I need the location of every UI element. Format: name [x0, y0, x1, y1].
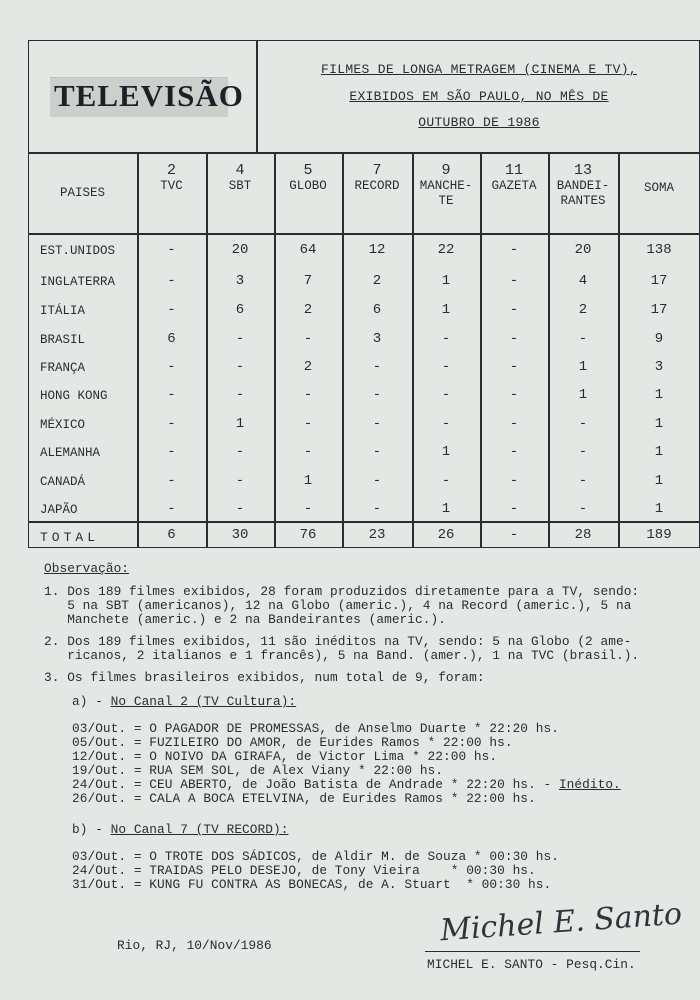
table-cell: -	[235, 331, 245, 347]
film-b-3: 31/Out. = KUNG FU CONTRA AS BONECAS, de A. Stuart * 00:30 hs.	[72, 877, 552, 892]
column-header	[274, 163, 342, 194]
section-a-label: No Canal 2 (TV Cultura):	[110, 694, 297, 709]
table-cell: -	[235, 473, 245, 489]
column-header	[618, 181, 700, 196]
channel-number: 13	[573, 162, 592, 179]
table-cell: -	[167, 273, 176, 289]
table-cell: -	[578, 473, 588, 489]
title-line-3: OUTUBRO DE 1986	[418, 115, 540, 130]
table-cell: 1	[441, 302, 451, 318]
table-cell: -	[303, 331, 313, 347]
total-cell: 23	[368, 527, 386, 543]
header-paises: PAISES	[59, 186, 105, 200]
column-header	[548, 163, 618, 209]
table-cell: 4	[578, 273, 588, 289]
channel-name: GLOBO	[289, 179, 327, 193]
channel-name: TVC	[160, 179, 183, 193]
header-bottom-line	[28, 233, 700, 235]
table-cell: -	[303, 501, 313, 517]
channel-number: 7	[372, 162, 382, 179]
inedito-mark: Inédito.	[558, 777, 621, 792]
column-header	[137, 163, 206, 194]
table-cell: -	[441, 359, 451, 375]
table-cell: -	[372, 501, 382, 517]
section-b-prefix: b) -	[72, 822, 111, 837]
table-cell: 1	[235, 416, 245, 432]
note-2-line-2: ricanos, 2 italianos e 1 francês), 5 na Band. (amer.), 1 na TVC (brasil.).	[44, 648, 640, 663]
table-cell: 1	[441, 444, 451, 460]
table-cell: -	[372, 416, 382, 432]
note-3: 3. Os filmes brasileiros exibidos, num total de 9, foram:	[44, 670, 485, 685]
table-cell: 1	[578, 387, 588, 403]
table-cell: -	[509, 302, 519, 318]
table-cell: 3	[654, 359, 664, 375]
place-date: Rio, RJ, 10/Nov/1986	[117, 938, 272, 953]
column-header	[342, 163, 412, 194]
table-cell: 1	[303, 473, 313, 489]
table-cell: -	[578, 501, 588, 517]
table-cell: -	[509, 501, 519, 517]
notes-heading: Observação:	[44, 561, 130, 576]
title-line-1: FILMES DE LONGA METRAGEM (CINEMA E TV),	[321, 62, 637, 77]
country-label: CANADÁ	[40, 475, 86, 489]
table-cell: -	[167, 473, 176, 489]
table-cell: -	[509, 273, 519, 289]
table-cell: -	[578, 331, 588, 347]
table-cell: -	[235, 387, 245, 403]
table-cell: -	[372, 359, 382, 375]
channel-name: SBT	[228, 179, 252, 193]
table-cell: -	[441, 416, 451, 432]
film-a-1: 03/Out. = O PAGADOR DE PROMESSAS, de Anselmo Duarte * 22:20 hs.	[72, 721, 559, 736]
channel-number: 5	[303, 162, 313, 179]
table-cell: -	[167, 416, 176, 432]
table-cell: 1	[441, 501, 451, 517]
table-cell: 1	[654, 473, 664, 489]
table-cell: -	[167, 242, 176, 258]
table-cell: -	[235, 359, 245, 375]
note-1-line-3: Manchete (americ.) e 2 na Bandeirantes (americ.).	[44, 612, 446, 627]
channel-name-cont: TE	[438, 194, 454, 208]
note-1-line-2: 5 na SBT (americanos), 12 na Globo (americ.), 4 na Record (americ.), 5 na	[44, 598, 632, 613]
table-cell: 17	[650, 273, 668, 289]
total-cell: 6	[167, 527, 176, 543]
country-label: FRANÇA	[40, 361, 86, 375]
table-cell: 2	[303, 302, 313, 318]
film-a-5-text: 24/Out. = CEU ABERTO, de João Batista de Andrade * 22:20 hs. -	[72, 777, 559, 792]
channel-number: 2	[166, 162, 176, 179]
table-cell: -	[509, 416, 519, 432]
film-a-6: 26/Out. = CALA A BOCA ETELVINA, de Eurides Ramos * 22:00 hs.	[72, 791, 536, 806]
total-line	[28, 521, 700, 523]
table-cell: 6	[167, 331, 176, 347]
section-a	[72, 694, 296, 709]
table-cell: 3	[235, 273, 245, 289]
section-b	[72, 822, 288, 837]
note-1-line-1: 1. Dos 189 filmes exibidos, 28 foram produzidos diretamente para a TV, sendo:	[44, 584, 640, 599]
film-a-3: 12/Out. = O NOIVO DA GIRAFA, de Victor Lima * 22:00 hs.	[72, 749, 498, 764]
table-cell: -	[441, 387, 451, 403]
channel-number: 4	[235, 162, 245, 179]
table-cell: 2	[578, 302, 588, 318]
channel-name: SOMA	[643, 181, 674, 195]
section-a-prefix: a) -	[72, 694, 111, 709]
table-cell: -	[167, 501, 176, 517]
table-cell: 1	[654, 501, 664, 517]
logo: TELEVISÃO	[54, 78, 244, 113]
table-cell: 17	[650, 302, 668, 318]
table-cell: -	[509, 473, 519, 489]
film-b-2: 24/Out. = TRAIDAS PELO DESEJO, de Tony Vieira * 00:30 hs.	[72, 863, 536, 878]
table-cell: -	[441, 473, 451, 489]
table-cell: 3	[372, 331, 382, 347]
country-label: MÉXICO	[40, 418, 86, 432]
film-b-1: 03/Out. = O TROTE DOS SÁDICOS, de Aldir M. de Souza * 00:30 hs.	[72, 849, 559, 864]
handwritten-signature: Michel E. Santo	[439, 896, 684, 949]
table-cell: -	[372, 444, 382, 460]
column-header	[206, 163, 274, 194]
country-label: HONG KONG	[40, 389, 108, 403]
total-cell: 189	[646, 527, 672, 543]
table-cell: -	[167, 302, 176, 318]
table-cell: 20	[231, 242, 249, 258]
total-cell: 26	[437, 527, 455, 543]
table-cell: 22	[437, 242, 455, 258]
table-cell: 1	[654, 387, 664, 403]
table-cell: -	[509, 331, 519, 347]
channel-name: MANCHE-	[419, 179, 473, 193]
channel-number: 9	[441, 162, 451, 179]
column-header	[480, 163, 548, 194]
film-a-4: 19/Out. = RUA SEM SOL, de Alex Viany * 22:00 hs.	[72, 763, 444, 778]
table-cell: -	[235, 444, 245, 460]
film-a-5	[72, 777, 621, 792]
table-cell: -	[303, 387, 313, 403]
note-2-line-1: 2. Dos 189 filmes exibidos, 11 são inéditos na TV, sendo: 5 na Globo (2 ame-	[44, 634, 632, 649]
channel-name-cont: RANTES	[560, 194, 606, 208]
country-label: INGLATERRA	[40, 275, 116, 289]
signature-line	[425, 951, 640, 952]
total-cell: 76	[299, 527, 317, 543]
table-cell: 1	[441, 273, 451, 289]
channel-number: 11	[504, 162, 523, 179]
total-cell: 28	[574, 527, 592, 543]
table-cell: -	[167, 387, 176, 403]
table-cell: -	[303, 416, 313, 432]
table-cell: 20	[574, 242, 592, 258]
table-cell: 12	[368, 242, 386, 258]
table-cell: 1	[578, 359, 588, 375]
table-cell: -	[509, 359, 519, 375]
table-cell: -	[235, 501, 245, 517]
table-cell: -	[441, 331, 451, 347]
table-cell: -	[578, 444, 588, 460]
table-cell: 9	[654, 331, 664, 347]
table-cell: 138	[646, 242, 672, 258]
country-label: JAPÃO	[40, 503, 78, 517]
film-a-2: 05/Out. = FUZILEIRO DO AMOR, de Eurides Ramos * 22:00 hs.	[72, 735, 513, 750]
table-cell: -	[372, 473, 382, 489]
table-cell: -	[509, 444, 519, 460]
channel-name: RECORD	[354, 179, 400, 193]
total-cell: -	[509, 527, 519, 543]
table-cell: 2	[303, 359, 313, 375]
channel-name: GAZETA	[491, 179, 537, 193]
signer-name: MICHEL E. SANTO - Pesq.Cin.	[427, 957, 636, 972]
column-header	[412, 163, 480, 209]
table-cell: 1	[654, 416, 664, 432]
table-top-line	[28, 152, 700, 154]
table-cell: -	[167, 444, 176, 460]
country-label: BRASIL	[40, 333, 86, 347]
table-cell: -	[509, 387, 519, 403]
table-cell: 1	[654, 444, 664, 460]
table-cell: -	[167, 359, 176, 375]
total-cell: 30	[231, 527, 249, 543]
table-cell: 6	[235, 302, 245, 318]
country-label: ALEMANHA	[40, 446, 101, 460]
country-label: EST.UNIDOS	[40, 244, 116, 258]
title-line-2: EXIBIDOS EM SÃO PAULO, NO MÊS DE	[349, 89, 609, 104]
table-cell: -	[372, 387, 382, 403]
table-cell: 6	[372, 302, 382, 318]
country-label: ITÁLIA	[40, 304, 86, 318]
table-cell: -	[303, 444, 313, 460]
total-label: TOTAL	[40, 530, 100, 545]
section-b-label: No Canal 7 (TV RECORD):	[110, 822, 289, 837]
table-cell: 64	[299, 242, 317, 258]
table-cell: 2	[372, 273, 382, 289]
table-cell: 7	[303, 273, 313, 289]
channel-name: BANDEI-	[556, 179, 610, 193]
table-cell: -	[509, 242, 519, 258]
table-cell: -	[578, 416, 588, 432]
